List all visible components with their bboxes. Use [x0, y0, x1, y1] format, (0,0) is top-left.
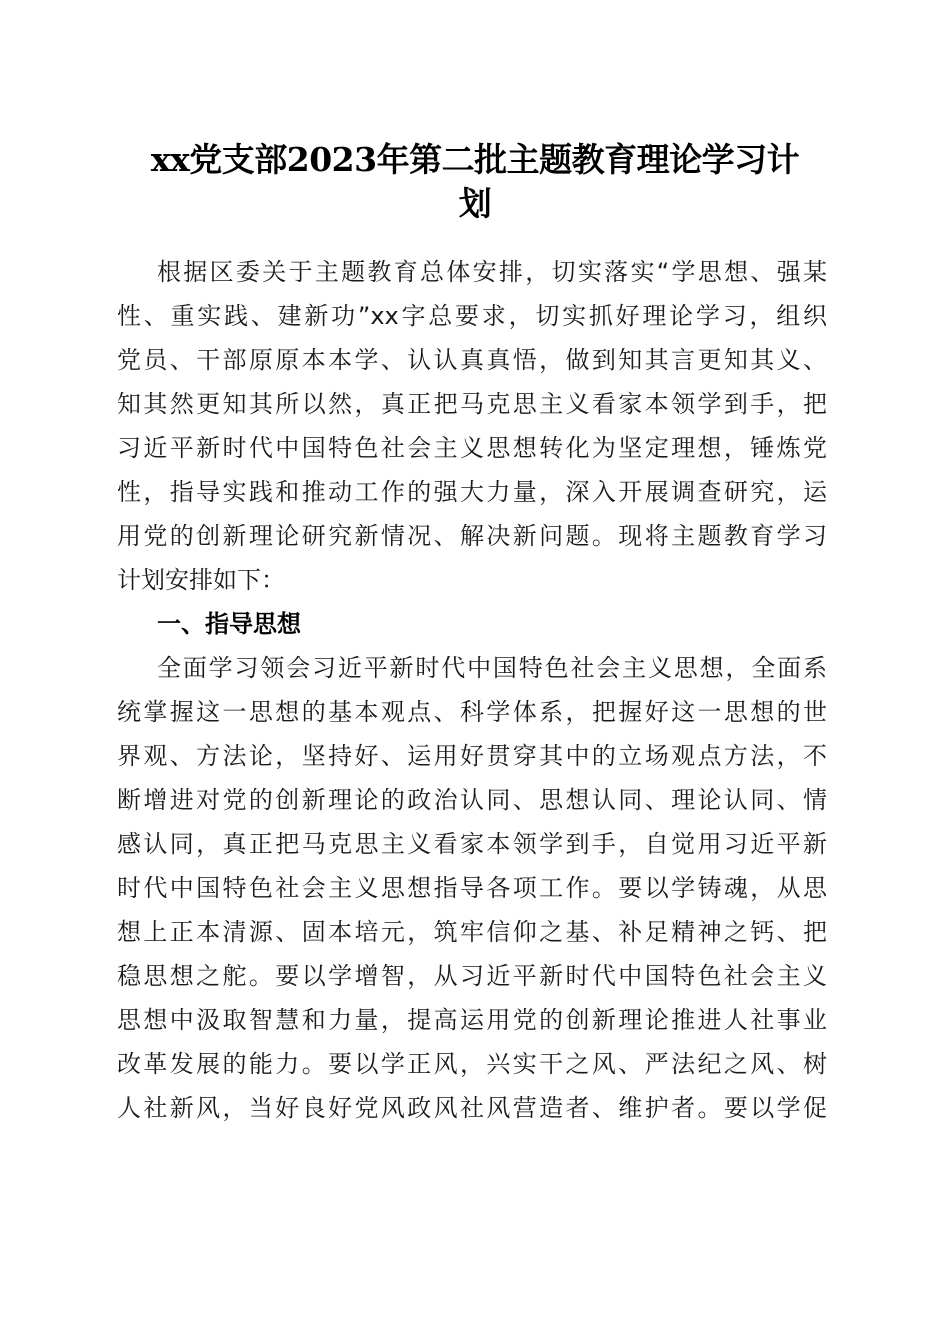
text-line: 计划安排如下：: [117, 566, 285, 594]
document-title: [100, 138, 850, 226]
document-body: [117, 250, 827, 1130]
text-line: 用党的创新理论研究新情况、解决新问题。现将主题教育学习: [117, 522, 827, 550]
text-line: 改革发展的能力。要以学正风，兴实干之风、严法纪之风、树: [117, 1050, 827, 1078]
text-line: 时代中国特色社会主义思想指导各项工作。要以学铸魂，从思: [117, 874, 827, 902]
title-line-1: xx党支部2023年第二批主题教育理论学习计: [150, 140, 800, 179]
section-heading-guiding-ideology: 一、指导思想: [157, 610, 301, 638]
text-line: 界观、方法论，坚持好、运用好贯穿其中的立场观点方法，不: [117, 742, 827, 770]
text-line: 统掌握这一思想的基本观点、科学体系，把握好这一思想的世: [117, 698, 827, 726]
text-line: 党员、干部原原本本学、认认真真悟，做到知其言更知其义、: [117, 346, 827, 374]
text-line: 感认同，真正把马克思主义看家本领学到手，自觉用习近平新: [117, 830, 827, 858]
text-line: 性，指导实践和推动工作的强大力量，深入开展调查研究，运: [117, 478, 827, 506]
text-line: 思想中汲取智慧和力量，提高运用党的创新理论推进人社事业: [117, 1006, 827, 1034]
text-line: 全面学习领会习近平新时代中国特色社会主义思想，全面系: [157, 654, 827, 682]
text-line: 性、重实践、建新功”xx字总要求，切实抓好理论学习，组织: [117, 302, 827, 330]
text-line: 根据区委关于主题教育总体安排，切实落实“学思想、强某: [157, 258, 827, 286]
text-line: 知其然更知其所以然，真正把马克思主义看家本领学到手，把: [117, 390, 827, 418]
text-line: 稳思想之舵。要以学增智，从习近平新时代中国特色社会主义: [117, 962, 827, 990]
text-line: 断增进对党的创新理论的政治认同、思想认同、理论认同、情: [117, 786, 827, 814]
text-line: 人社新风，当好良好党风政风社风营造者、维护者。要以学促: [117, 1094, 827, 1122]
intro-paragraph: [117, 250, 827, 602]
guiding-ideology-paragraph: [117, 646, 827, 1130]
text-line: 习近平新时代中国特色社会主义思想转化为坚定理想，锤炼党: [117, 434, 827, 462]
text-line: 想上正本清源、固本培元，筑牢信仰之基、补足精神之钙、把: [117, 918, 827, 946]
title-line-2: 划: [458, 184, 492, 223]
